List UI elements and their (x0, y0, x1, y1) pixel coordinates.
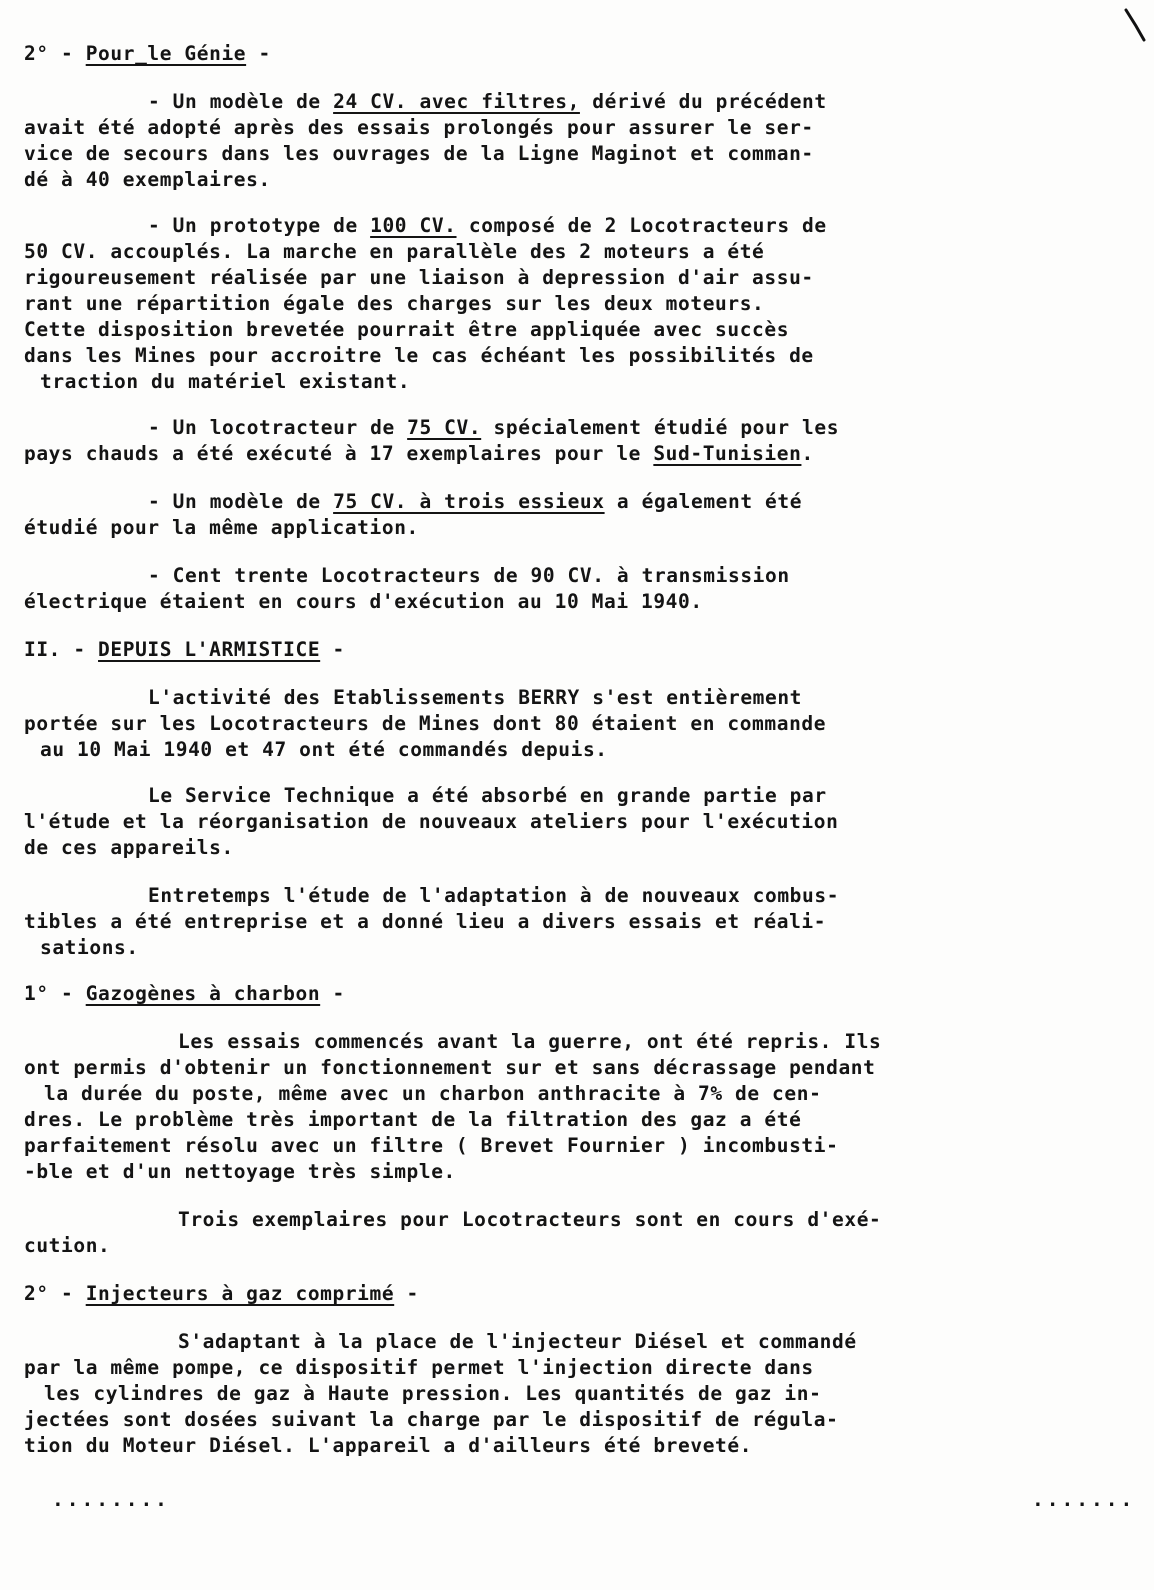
text-line: sations. (40, 936, 139, 959)
text-line: - Un prototype de 100 CV. composé de 2 Locotracteurs de (148, 214, 827, 237)
section-heading-genie: 2° - Pour_le Génie - (24, 42, 271, 65)
text-line: Entretemps l'étude de l'adaptation à de nouveaux combus- (148, 884, 840, 907)
text-line: l'étude et la réorganisation de nouveaux ateliers pour l'exécution (24, 810, 839, 833)
text-line: de ces appareils. (24, 836, 234, 859)
footer-dots-left: ........ (52, 1488, 170, 1511)
text-line: - Un locotracteur de 75 CV. spécialement étudié pour les (148, 416, 840, 439)
text-line: cution. (24, 1234, 111, 1257)
text-line: - Un modèle de 24 CV. avec filtres, dérivé du précédent (148, 90, 827, 113)
text-line: traction du matériel existant. (40, 370, 411, 393)
text-line: dres. Le problème très important de la filtration des gaz a été (24, 1108, 802, 1131)
text-line: étudié pour la même application. (24, 516, 419, 539)
text-line: la durée du poste, même avec un charbon anthracite à 7% de cen- (44, 1082, 822, 1105)
text-line: dans les Mines pour accroitre le cas échéant les possibilités de (24, 344, 814, 367)
text-line: Les essais commencés avant la guerre, ont été repris. Ils (178, 1030, 882, 1053)
text-line: dé à 40 exemplaires. (24, 168, 271, 191)
text-line: Le Service Technique a été absorbé en grande partie par (148, 784, 827, 807)
text-line: électrique étaient en cours d'exécution au 10 Mai 1940. (24, 590, 703, 613)
section-heading-injecteurs: 2° - Injecteurs à gaz comprimé - (24, 1282, 419, 1305)
text-line: S'adaptant à la place de l'injecteur Diésel et commandé (178, 1330, 857, 1353)
text-line: pays chauds a été exécuté à 17 exemplaires pour le Sud-Tunisien. (24, 442, 814, 465)
text-line: - Cent trente Locotracteurs de 90 CV. à transmission (148, 564, 790, 587)
text-line: tibles a été entreprise et a donné lieu a divers essais et réali- (24, 910, 827, 933)
text-line: tion du Moteur Diésel. L'appareil a d'ailleurs été breveté. (24, 1434, 753, 1457)
text-line: par la même pompe, ce dispositif permet l'injection directe dans (24, 1356, 814, 1379)
text-line: Cette disposition brevetée pourrait être appliquée avec succès (24, 318, 790, 341)
text-line: les cylindres de gaz à Haute pression. Les quantités de gaz in- (44, 1382, 822, 1405)
text-line: parfaitement résolu avec un filtre ( Brevet Fournier ) incombusti- (24, 1134, 839, 1157)
section-heading-armistice: II. - DEPUIS L'ARMISTICE - (24, 638, 345, 661)
text-line: avait été adopté après des essais prolongés pour assurer le ser- (24, 116, 814, 139)
text-line: ont permis d'obtenir un fonctionnement sur et sans décrassage pendant (24, 1056, 876, 1079)
text-line: vice de secours dans les ouvrages de la Ligne Maginot et comman- (24, 142, 814, 165)
text-line: rant une répartition égale des charges sur les deux moteurs. (24, 292, 765, 315)
text-line: L'activité des Etablissements BERRY s'est entièrement (148, 686, 803, 709)
text-line: rigoureusement réalisée par une liaison à depression d'air assu- (24, 266, 814, 289)
section-heading-gazogenes: 1° - Gazogènes à charbon - (24, 982, 345, 1005)
text-line: Trois exemplaires pour Locotracteurs sont en cours d'exé- (178, 1208, 882, 1231)
text-line: jectées sont dosées suivant la charge par le dispositif de régula- (24, 1408, 839, 1431)
corner-pen-mark (1124, 8, 1146, 42)
footer-dots-right: ....... (1032, 1488, 1136, 1511)
text-line: - Un modèle de 75 CV. à trois essieux a également été (148, 490, 803, 513)
text-line: au 10 Mai 1940 et 47 ont été commandés depuis. (40, 738, 608, 761)
text-line: -ble et d'un nettoyage très simple. (24, 1160, 456, 1183)
text-line: 50 CV. accouplés. La marche en parallèle des 2 moteurs a été (24, 240, 765, 263)
text-line: portée sur les Locotracteurs de Mines dont 80 étaient en commande (24, 712, 827, 735)
